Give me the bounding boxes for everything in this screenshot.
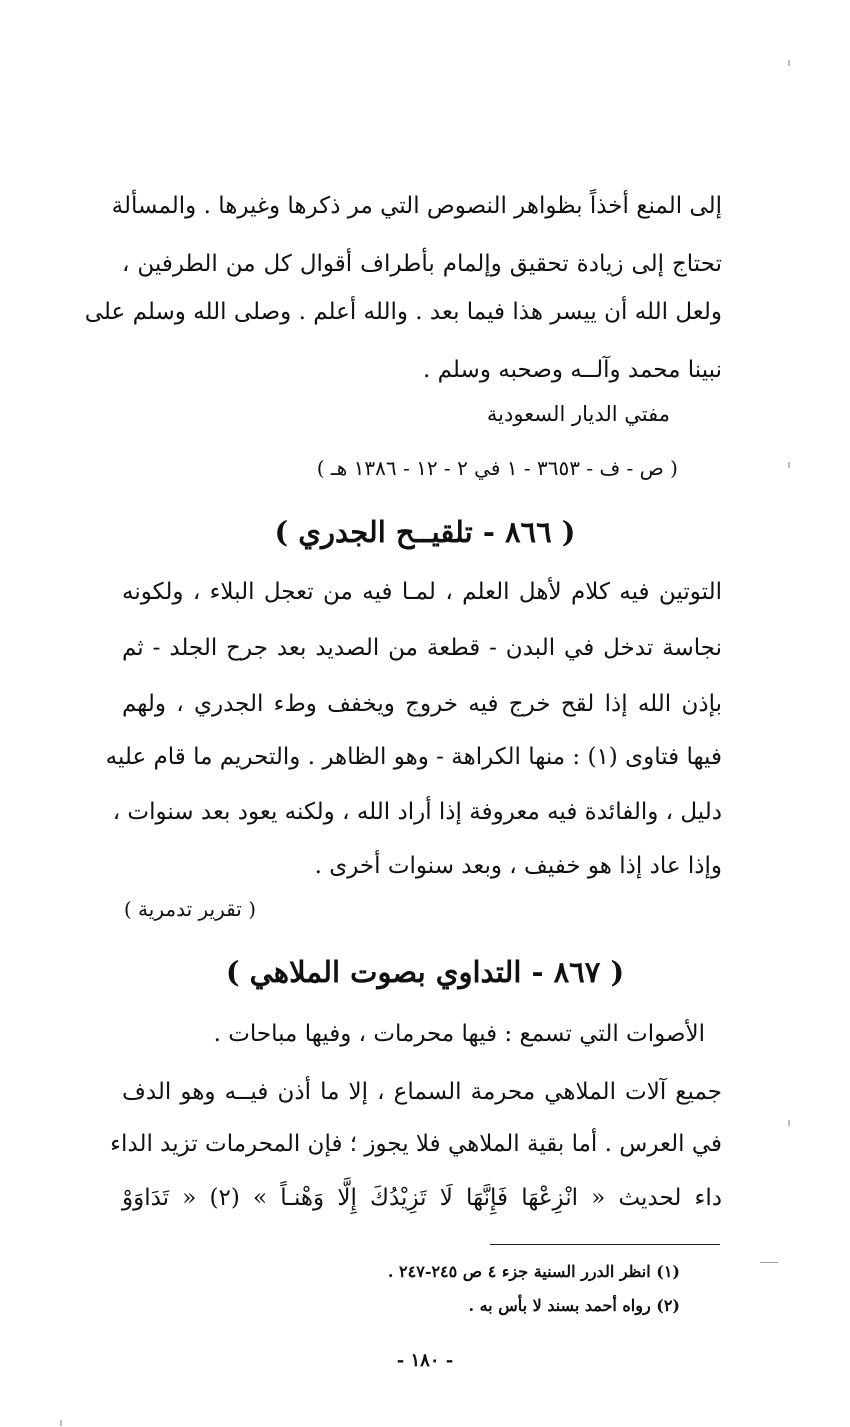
section-heading-867: ( ٨٦٧ - التداوي بصوت الملاهي ) bbox=[225, 955, 625, 989]
text-line: جميع آلات الملاهي محرمة السماع ، إلا ما أذن فيــه وهو الدف bbox=[122, 1079, 722, 1105]
text-line: إلى المنع أخذاً بظواهر النصوص التي مر ذكرها وغيرها . والمسألة bbox=[111, 193, 722, 219]
text-line: ولعل الله أن ييسر هذا فيما بعد . والله أعلم . وصلى الله وسلم على bbox=[84, 299, 722, 325]
section-heading-866: ( ٨٦٦ - تلقيــح الجدري ) bbox=[274, 515, 576, 549]
scan-dot bbox=[788, 60, 790, 66]
page-number: - ١٨٠ - bbox=[396, 1350, 454, 1371]
text-line: وإذا عاد إذا هو خفيف ، وبعد سنوات أخرى . bbox=[314, 853, 722, 879]
scan-dot bbox=[788, 462, 790, 468]
source-note: ( تقرير تدمرية ) bbox=[123, 897, 256, 921]
text-line: التوتين فيه كلام لأهل العلم ، لمـا فيه من تعجل البلاء ، ولكونه bbox=[122, 579, 722, 605]
footnote: (٢) رواه أحمد بسند لا بأس به . bbox=[468, 1296, 680, 1315]
text-line: داء لحديث « انْزِعْهَا فَإِنَّهَا لَا تَزِيْدُكَ إِلَّا وَهْنـاً » (٢) « تَدَاوَوْ bbox=[122, 1185, 722, 1211]
text-line: الأصوات التي تسمع : فيها محرمات ، وفيها مباحات . bbox=[213, 1021, 705, 1047]
signature: مفتي الديار السعودية bbox=[486, 402, 670, 426]
text-line: بإذن الله إذا لقح خرج فيه خروج ويخفف وطء الجدري ، ولهم bbox=[122, 691, 722, 717]
scan-mark bbox=[760, 1262, 778, 1263]
text-line: نجاسة تدخل في البدن - قطعة من الصديد بعد جرح الجلد - ثم bbox=[122, 635, 722, 661]
text-line: فيها فتاوى (١) : منها الكراهة - وهو الظاهر . والتحريم ما قام عليه bbox=[105, 744, 722, 770]
text-line: نبينا محمد وآلــه وصحبه وسلم . bbox=[423, 357, 722, 383]
footnote-divider bbox=[490, 1244, 720, 1245]
text-line: في العرس . أما بقية الملاهي فلا يجوز ؛ فإن المحرمات تزيد الداء bbox=[110, 1131, 722, 1157]
reference: ( ص - ف - ٣٦٥٣ - ١ في ٢ - ١٢ - ١٣٨٦ هـ ) bbox=[316, 456, 678, 480]
footnote: (١) انظر الدرر السنية جزء ٤ ص ٢٤٥-٢٤٧ . bbox=[387, 1262, 680, 1281]
text-line: تحتاج إلى زيادة تحقيق وإلمام بأطراف أقوال كل من الطرفين ، bbox=[122, 251, 722, 277]
scan-dot bbox=[788, 1120, 790, 1126]
text-line: دليل ، والفائدة فيه معروفة إذا أراد الله ، ولكنه يعود بعد سنوات ، bbox=[112, 799, 722, 825]
scan-dot bbox=[60, 1420, 62, 1426]
